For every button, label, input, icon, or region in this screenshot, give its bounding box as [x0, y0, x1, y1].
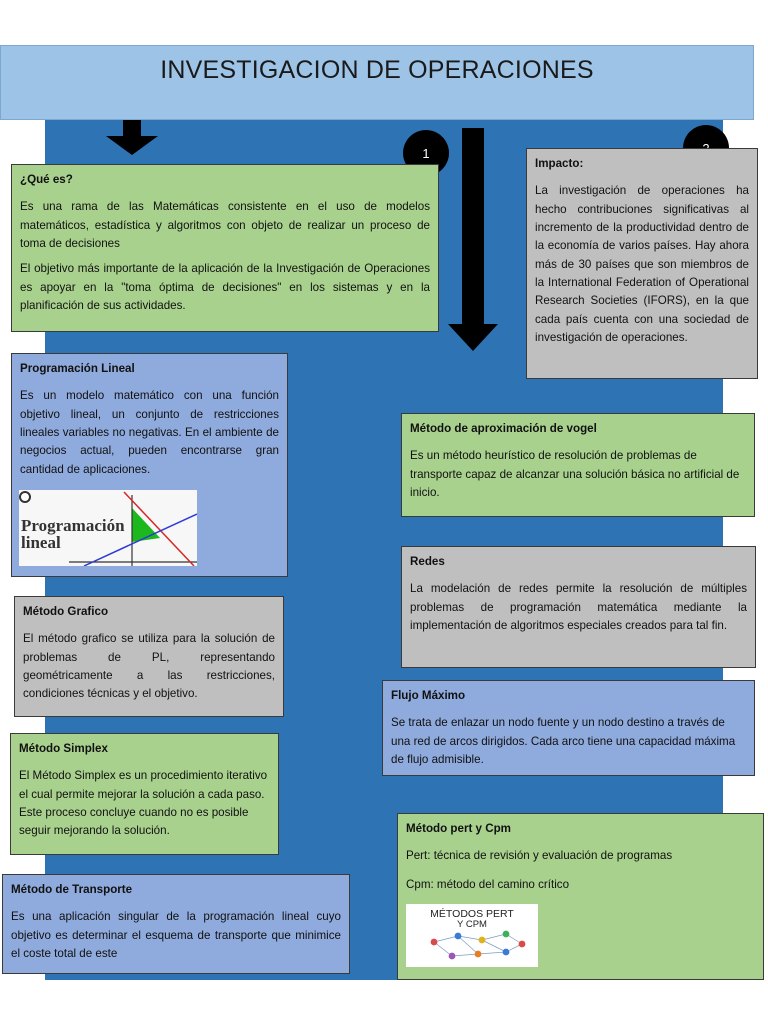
metodo-transporte-text: Es una aplicación singular de la programación lineal cuyo objetivo es determinar el esquema de transporte que minimice el coste total de este: [11, 910, 341, 960]
badge-1: 1: [403, 130, 449, 176]
metodo-simplex-box: [10, 733, 279, 855]
pert-cpm-image-text-1: MÉTODOS PERT: [430, 908, 514, 920]
pert-line: Pert: técnica de revisión y evaluación de programas: [406, 849, 673, 863]
programacion-lineal-image-text-1: Programación: [21, 516, 125, 535]
que-es-title: ¿Qué es?: [20, 173, 73, 186]
flujo-maximo-box: [382, 680, 755, 776]
programacion-lineal-text: Es un modelo matemático con una función objetivo lineal, un conjunto de restricciones lineales variables no negativas. En el ambiente de negocios actual, pueden encontrarse gran cantidad de aplicaciones.: [20, 389, 279, 476]
programacion-lineal-image-text-2: lineal: [21, 533, 61, 552]
metodo-transporte-title: Método de Transporte: [11, 883, 133, 896]
pert-cpm-title: Método pert y Cpm: [406, 822, 511, 835]
cpm-line: Cpm: método del camino crítico: [406, 877, 570, 891]
flujo-maximo-text: Se trata de enlazar un nodo fuente y un nodo destino a través de una red de arcos dirigidos. Cada arco tiene una capacidad máxima de flujo admisible.: [391, 716, 736, 766]
programacion-lineal-title: Programación Lineal: [20, 362, 135, 375]
que-es-box: [11, 164, 439, 332]
arrow-down-left: [106, 120, 158, 156]
metodo-simplex-title: Método Simplex: [19, 742, 108, 755]
que-es-paragraph-2: El objetivo más importante de la aplicación de la Investigación de Operaciones es apoyar en la "toma óptima de decisiones" en los sistemas y en la planificación de sus actividades.: [20, 262, 430, 312]
redes-box: [401, 546, 756, 668]
pert-cpm-image-text-2: Y CPM: [457, 919, 487, 930]
impacto-title: Impacto:: [535, 157, 584, 170]
programacion-lineal-image: [19, 490, 197, 566]
impacto-box: [526, 148, 758, 379]
que-es-paragraph-1: Es una rama de las Matemáticas consistente en el uso de modelos matemáticos, estadística y algoritmos con objeto de realizar un proceso de toma de decisiones: [20, 200, 430, 250]
pert-cpm-image: [406, 904, 538, 967]
page-title: INVESTIGACION DE OPERACIONES: [160, 56, 594, 84]
flujo-maximo-title: Flujo Máximo: [391, 689, 466, 702]
arrow-down-center: [448, 128, 498, 352]
metodo-grafico-text: El método grafico se utiliza para la solución de problemas de PL, representando geométricamente a las restricciones, condiciones técnicas y el objetivo.: [23, 632, 275, 701]
metodo-grafico-box: [14, 596, 284, 717]
metodo-grafico-title: Método Grafico: [23, 605, 109, 618]
redes-title: Redes: [410, 555, 445, 568]
vogel-box: [401, 413, 755, 517]
vogel-text: Es un método heurístico de resolución de problemas de transporte capaz de alcanzar una solución básica no artificial de inicio.: [410, 449, 740, 499]
redes-text: La modelación de redes permite la resolución de múltiples problemas de programación matemática mediante la implementación de algoritmos especiales creados para tal fin.: [410, 582, 747, 632]
metodo-simplex-text: El Método Simplex es un procedimiento iterativo el cual permite mejorar la solución a cada paso. Este proceso concluye cuando no es posible seguir mejorando la solución.: [19, 769, 268, 838]
vogel-title: Método de aproximación de vogel: [410, 422, 597, 435]
impacto-text: La investigación de operaciones ha hecho contribuciones significativas al incremento de la productividad dentro de la economía de varios países. Hay ahora más de 30 países que son miembros de la International Federation of Operational Research Societies (IFORS), en la que cada país cuenta con una sociedad de investigación de operaciones.: [535, 184, 749, 344]
title-banner: [0, 45, 754, 120]
metodo-transporte-box: [2, 874, 350, 974]
